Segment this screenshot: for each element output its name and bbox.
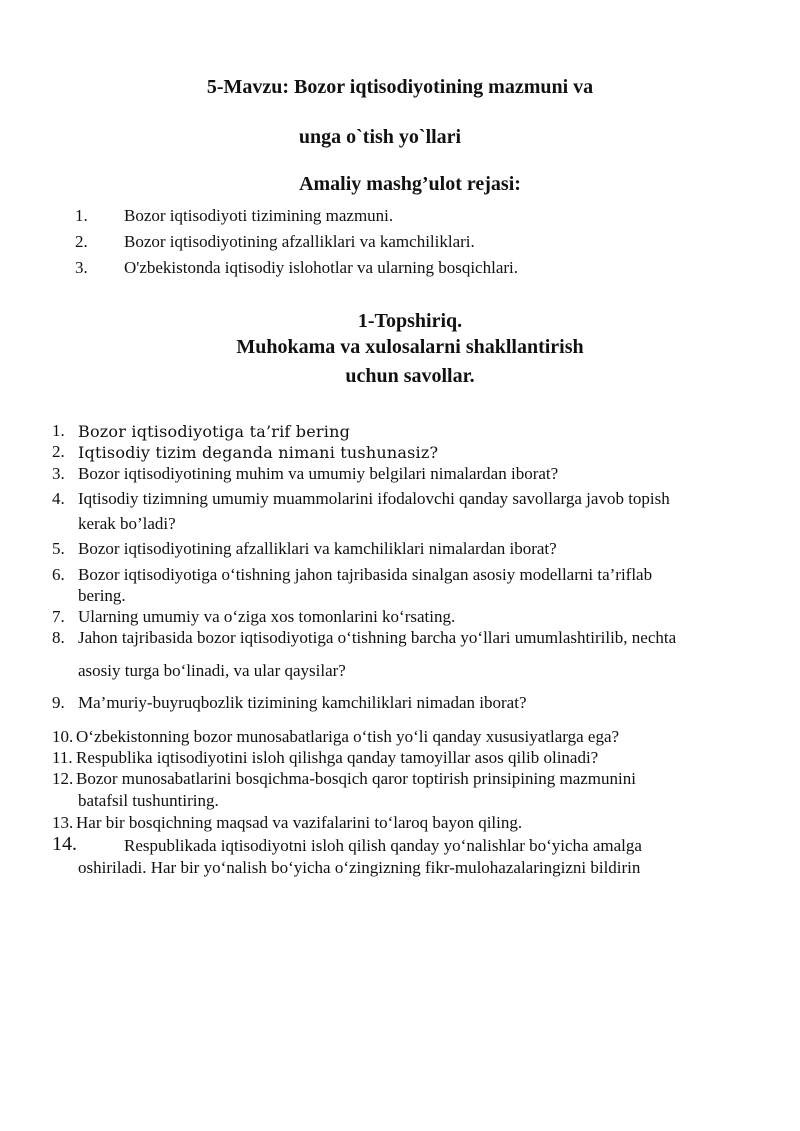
task-heading: 1-Topshiriq. [357,310,463,332]
question-text: Bozor iqtisodiyotining muhim va umumiy belgilari nimalardan iborat? [78,464,559,483]
question-number: 7. [52,607,65,626]
plan-item-number: 2. [75,232,88,251]
question-text: Ma’muriy-buyruqbozlik tizimining kamchiliklari nimadan iborat? [78,693,527,712]
question-text-continued: oshiriladi. Har bir yo‘nalish bo‘yicha o‘zingizning fikr-mulohazalaringizni bildirin [78,858,641,877]
question-number: 1. [52,421,65,440]
question-text: Bozor iqtisodiyotiga ta’rif bering [78,422,351,441]
task-subheading-line-1: Muhokama va xulosalarni shakllantirish [236,336,584,358]
question-text-continued: bering. [78,586,126,605]
question-text: Bozor iqtisodiyotining afzalliklari va kamchiliklari nimalardan iborat? [78,539,557,558]
plan-item-text: Bozor iqtisodiyotining afzalliklari va kamchiliklari. [124,232,475,251]
question-number: 10. [52,727,74,746]
question-text: O‘zbekistonning bozor munosabatlariga o‘tish yo‘li qanday xususiyatlarga ega? [76,727,620,746]
question-number: 12. [52,769,74,788]
question-text-continued: batafsil tushuntiring. [78,791,219,810]
plan-heading: Amaliy mashg’ulot rejasi: [299,173,521,195]
question-text: Ularning umumiy va o‘ziga xos tomonlarini ko‘rsating. [78,607,456,626]
title-line-2: unga o`tish yo`llari [298,126,462,148]
plan-item-text: Bozor iqtisodiyoti tizimining mazmuni. [124,206,394,225]
question-number: 13. [52,813,74,832]
title-line-1: 5-Mavzu: Bozor iqtisodiyotining mazmuni va [206,76,594,98]
question-number: 11. [52,748,73,767]
question-number: 3. [52,464,65,483]
question-number: 5. [52,539,65,558]
question-text: Jahon tajribasida bozor iqtisodiyotiga o‘tishning barcha yo‘llari umumlashtirilib, nechta [78,628,677,647]
question-number: 6. [52,565,65,584]
question-number: 8. [52,628,65,647]
question-number: 9. [52,693,65,712]
task-subheading-line-2: uchun savollar. [345,365,475,387]
question-number: 4. [52,489,65,508]
question-text: Respublika iqtisodiyotini isloh qilishga qanday tamoyillar asos qilib olinadi? [76,748,599,767]
question-text-continued: kerak bo’ladi? [78,514,176,533]
plan-item-number: 1. [75,206,88,225]
question-text: Bozor iqtisodiyotiga o‘tishning jahon tajribasida sinalgan asosiy modellarni ta’riflab [78,565,653,584]
question-text: Bozor munosabatlarini bosqichma-bosqich qaror toptirish prinsipining mazmunini [76,769,636,788]
question-text: Iqtisodiy tizim deganda nimani tushunasiz? [78,443,439,462]
question-text: Iqtisodiy tizimning umumiy muammolarini ifodalovchi qanday savollarga javob topish [78,489,670,508]
plan-item-text: O'zbekistonda iqtisodiy islohotlar va ularning bosqichlari. [124,258,518,277]
plan-item-number: 3. [75,258,88,277]
question-number: 2. [52,442,65,461]
question-text: Respublikada iqtisodiyotni isloh qilish qanday yo‘nalishlar bo‘yicha amalga [124,836,642,855]
question-text-continued: asosiy turga bo‘linadi, va ular qaysilar? [78,661,346,680]
question-text: Har bir bosqichning maqsad va vazifalarini to‘laroq bayon qiling. [76,813,523,832]
question-number: 14. [52,833,77,855]
